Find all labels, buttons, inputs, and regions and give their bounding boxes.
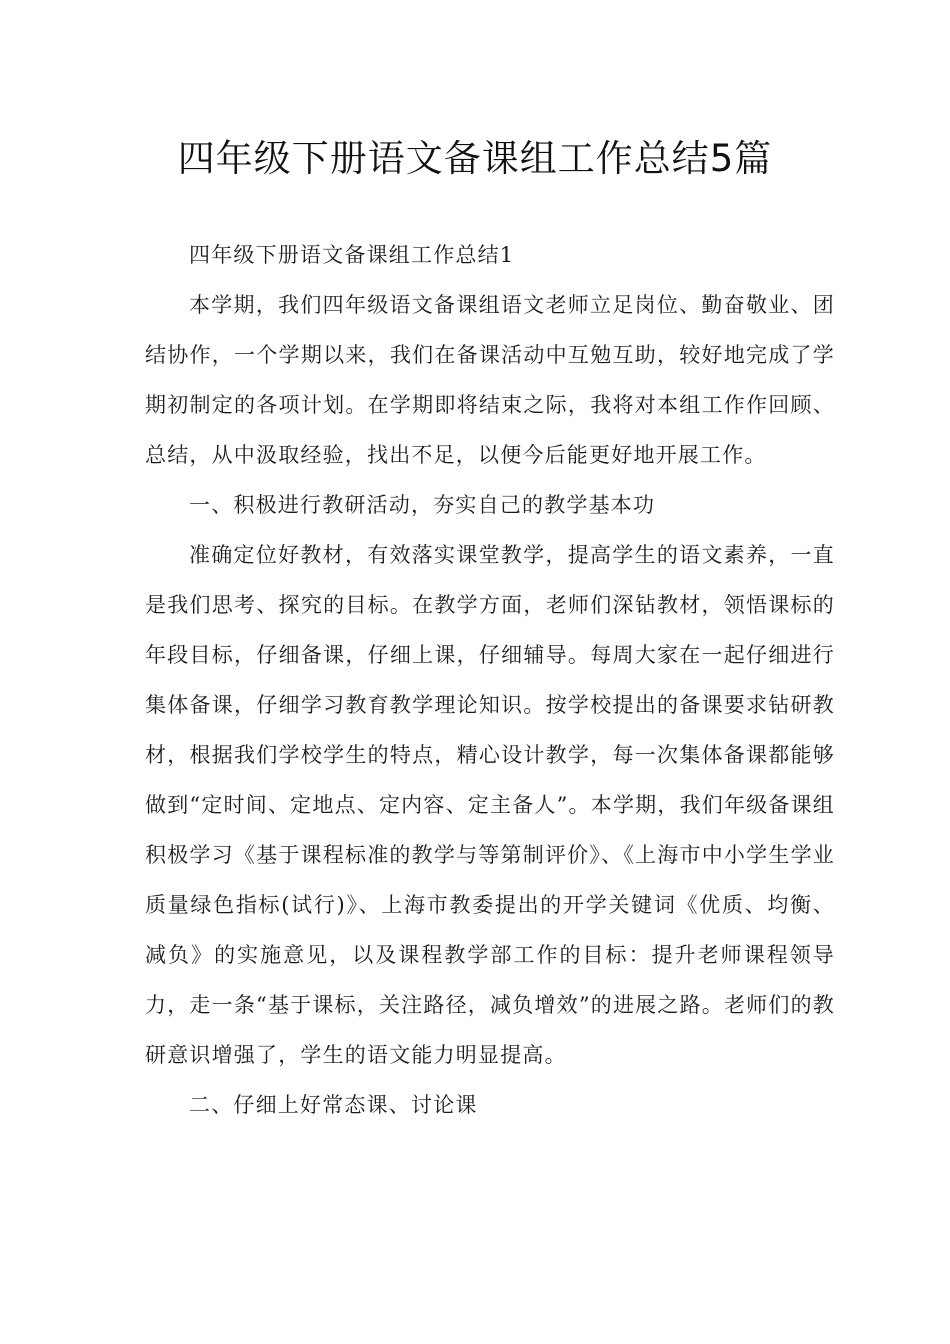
heading-two: 二、仔细上好常态课、讨论课 — [189, 1093, 478, 1117]
heading-one: 一、积极进行教研活动，夯实自己的教学基本功 — [189, 493, 656, 517]
section-title: 四年级下册语文备课组工作总结1 — [189, 243, 515, 267]
paragraph-intro: 本学期，我们四年级语文备课组语文老师立足岗位、勤奋敬业、团结协作，一个学期以来，我们在备课活动中互勉互助，较好地完成了学期初制定的各项计划。在学期即将结束之际，我将对本组工作作回顾、总结，从中汲取经验，找出不足，以便今后能更好地开展工作。 — [145, 293, 835, 467]
paragraph-teaching: 准确定位好教材，有效落实课堂教学，提高学生的语文素养，一直是我们思考、探究的目标。在教学方面，老师们深钻教材，领悟课标的年段目标，仔细备课，仔细上课，仔细辅导。每周大家在一起仔细进行集体备课，仔细学习教育教学理论知识。按学校提出的备课要求钻研教材，根据我们学校学生的特点，精心设计教学，每一次集体备课都能够做到“定时间、定地点、定内容、定主备人”。本学期，我们年级备课组积极学习《基于课程标准的教学与等第制评价》、《上海市中小学生学业质量绿色指标(试行)》、上海市教委提出的开学关键词《优质、均衡、减负》的实施意见，以及课程教学部工作的目标：提升老师课程领导力，走一条“基于课标，关注路径，减负增效”的进展之路。老师们的教研意识增强了，学生的语文能力明显提高。 — [145, 543, 835, 1067]
document-title: 四年级下册语文备课组工作总结5篇 — [177, 137, 773, 180]
document-body — [145, 230, 835, 1130]
